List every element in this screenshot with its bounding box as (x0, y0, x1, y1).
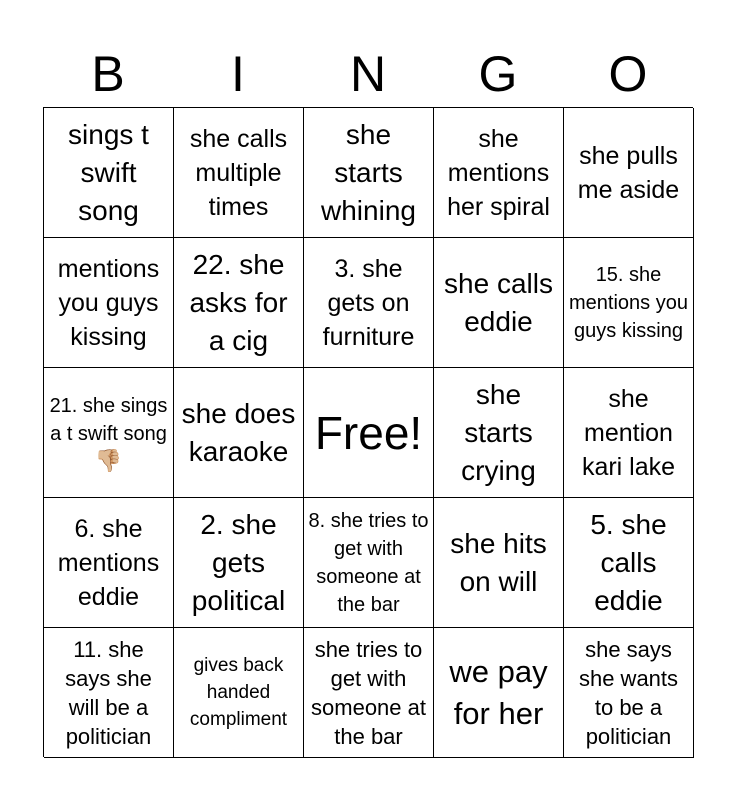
bingo-cell[interactable] (434, 108, 564, 238)
bingo-cell[interactable] (434, 628, 564, 758)
bingo-cell[interactable] (174, 238, 304, 368)
bingo-cell[interactable] (44, 368, 174, 498)
cell-text: she hits on will (450, 527, 547, 597)
header-letter-b: B (91, 46, 125, 102)
header-letter-o: O (608, 46, 648, 102)
bingo-cell[interactable] (174, 368, 304, 498)
cell-text: 2. she gets political (191, 508, 286, 616)
header-letter-n: N (349, 46, 387, 102)
cell-text: she does karaoke (181, 397, 296, 467)
bingo-cell[interactable] (434, 368, 564, 498)
bingo-cell[interactable] (304, 628, 434, 758)
cell-text: she calls eddie (444, 267, 553, 337)
cell-text: 21. she sings a t swift song (49, 394, 168, 445)
cell-text: we pay for her (449, 653, 548, 731)
free-label: Free! (314, 406, 423, 459)
cell-text: she pulls me aside (577, 141, 680, 204)
bingo-cell[interactable] (174, 498, 304, 628)
cell-text: 11. she says she will be a politician (65, 636, 152, 749)
cell-text: she mention kari lake (581, 384, 676, 481)
cell-text: gives back handed compliment (189, 655, 288, 730)
cell-text: she starts crying (461, 378, 536, 486)
cell-text: mentions you guys kissing (57, 254, 160, 351)
bingo-cell[interactable] (304, 498, 434, 628)
cell-text: 8. she tries to get with someone at the bar (308, 509, 429, 616)
bingo-cell[interactable] (564, 498, 694, 628)
bingo-cell[interactable] (304, 108, 434, 238)
cell-text: she says she wants to be a politician (578, 636, 679, 749)
cell-text: she calls multiple times (189, 124, 288, 221)
header-letter-g: G (478, 46, 518, 102)
bingo-cell[interactable] (434, 238, 564, 368)
header-letter-i: I (231, 46, 245, 102)
bingo-header (43, 40, 693, 108)
cell-text: she tries to get with someone at the bar (311, 636, 426, 749)
cell-text: 3. she gets on furniture (322, 254, 415, 351)
bingo-cell[interactable] (564, 108, 694, 238)
cell-text: 22. she asks for a cig (189, 248, 288, 356)
bingo-cell[interactable] (564, 628, 694, 758)
bingo-cell[interactable] (44, 238, 174, 368)
bingo-cell[interactable] (434, 498, 564, 628)
bingo-cell[interactable] (44, 108, 174, 238)
cell-text: she mentions her spiral (447, 124, 550, 221)
bingo-board (43, 107, 693, 757)
cell-text: 15. she mentions you guys kissing (569, 263, 688, 342)
bingo-cell[interactable] (564, 368, 694, 498)
bingo-cell[interactable] (174, 628, 304, 758)
bingo-cell[interactable] (564, 238, 694, 368)
bingo-cell[interactable] (44, 498, 174, 628)
cell-text: sings t swift song (68, 118, 149, 226)
bingo-cell[interactable] (304, 238, 434, 368)
bingo-cell[interactable] (44, 628, 174, 758)
free-cell[interactable] (304, 368, 434, 498)
cell-text: 5. she calls eddie (590, 508, 667, 616)
bingo-cell[interactable] (174, 108, 304, 238)
thumbs-down-icon: 👎🏼 (94, 447, 123, 473)
cell-text: she starts whining (321, 118, 416, 226)
cell-text: 6. she mentions eddie (57, 514, 160, 611)
